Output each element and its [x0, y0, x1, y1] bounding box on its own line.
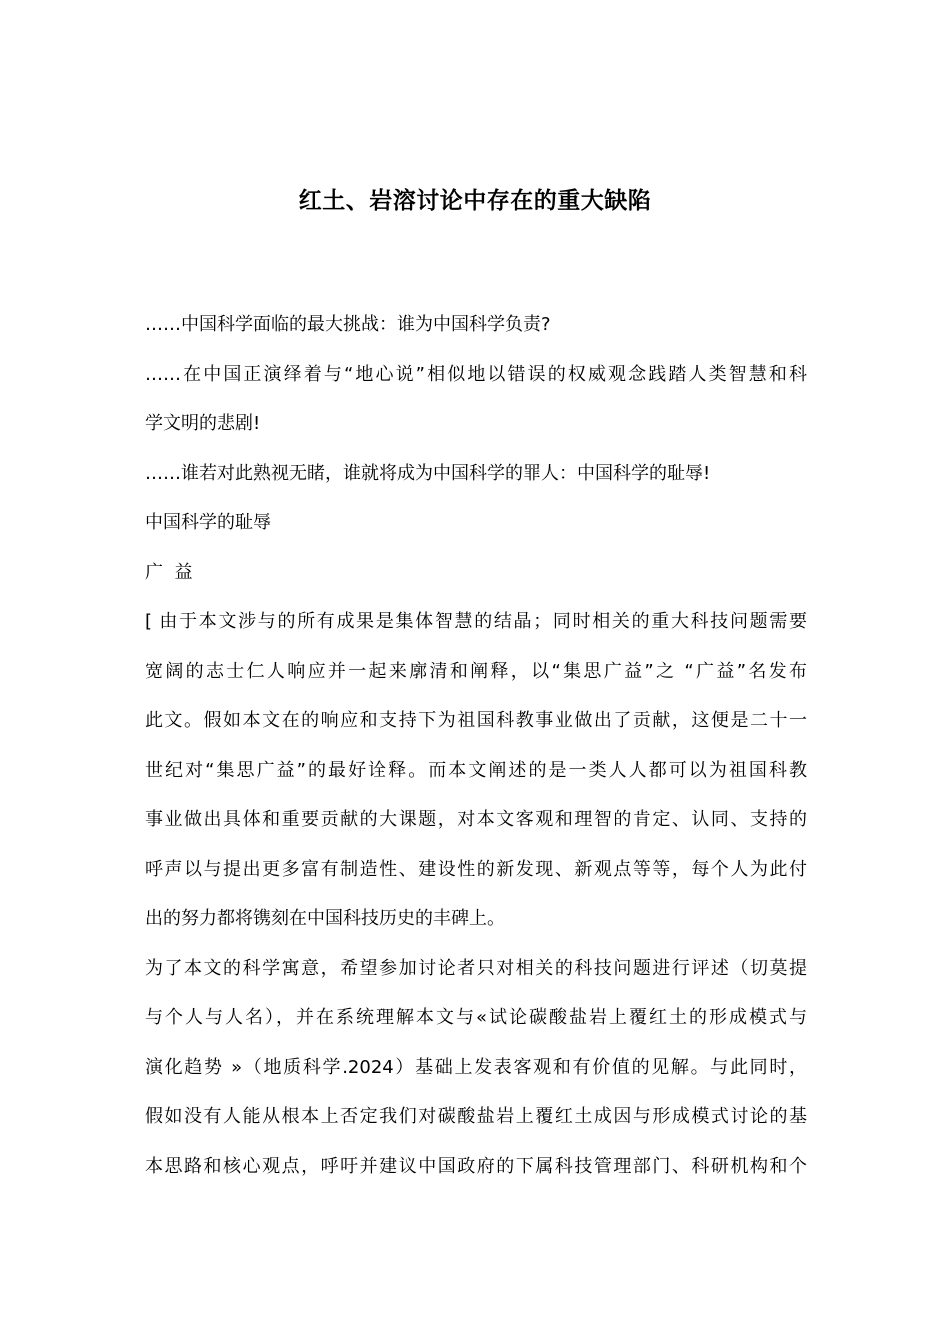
paragraph-line: 世纪对“集思广益”的最好诠释。而本文阐述的是一类人人都可以为祖国科教 [145, 760, 807, 781]
paragraph-line: 此文。假如本文在的响应和支持下为祖国科教事业做出了贡献，这便是二十一 [145, 710, 807, 731]
document-title: 红土、岩溶讨论中存在的重大缺陷 [298, 188, 652, 214]
paragraph-line: 假如没有人能从根本上否定我们对碳酸盐岩上覆红土成因与形成模式讨论的基 [145, 1106, 807, 1127]
paragraph-line: 与个人与人名），并在系统理解本文与«试论碳酸盐岩上覆红土的形成模式与 [145, 1007, 807, 1028]
intro-line-4: ……谁若对此熟视无睹，谁就将成为中国科学的罪人：中国科学的耻辱! [145, 463, 711, 484]
paragraph-line: 为了本文的科学寓意，希望参加讨论者只对相关的科技问题进行评述（切莫提 [145, 958, 807, 979]
paragraph-line: [ 由于本文涉与的所有成果是集体智慧的结晶；同时相关的重大科技问题需要 [145, 611, 807, 632]
paragraph-line: 演化趋势 »（地质科学.2024）基础上发表客观和有价值的见解。与此同时， [145, 1057, 807, 1078]
paragraph-line: 宽阔的志士仁人响应并一起来廓清和阐释，以“集思广益”之 “广益”名发布 [145, 661, 807, 682]
paragraph-line: 本思路和核心观点，呼吁并建议中国政府的下属科技管理部门、科研机构和个 [145, 1156, 807, 1177]
author: 广 益 [145, 562, 193, 583]
intro-line-1: ……中国科学面临的最大挑战：谁为中国科学负责? [145, 314, 551, 335]
paragraph-line: 事业做出具体和重要贡献的大课题，对本文客观和理智的肯定、认同、支持的 [145, 809, 807, 830]
intro-line-3: 学文明的悲剧! [145, 413, 261, 434]
paragraph-line: 出的努力都将镌刻在中国科技历史的丰碑上。 [145, 908, 505, 929]
intro-line-2: ……在中国正演绎着与“地心说”相似地以错误的权威观念践踏人类智慧和科 [145, 364, 807, 385]
paragraph-line: 呼声以与提出更多富有制造性、建设性的新发现、新观点等等，每个人为此付 [145, 859, 807, 880]
subtitle: 中国科学的耻辱 [145, 512, 271, 533]
